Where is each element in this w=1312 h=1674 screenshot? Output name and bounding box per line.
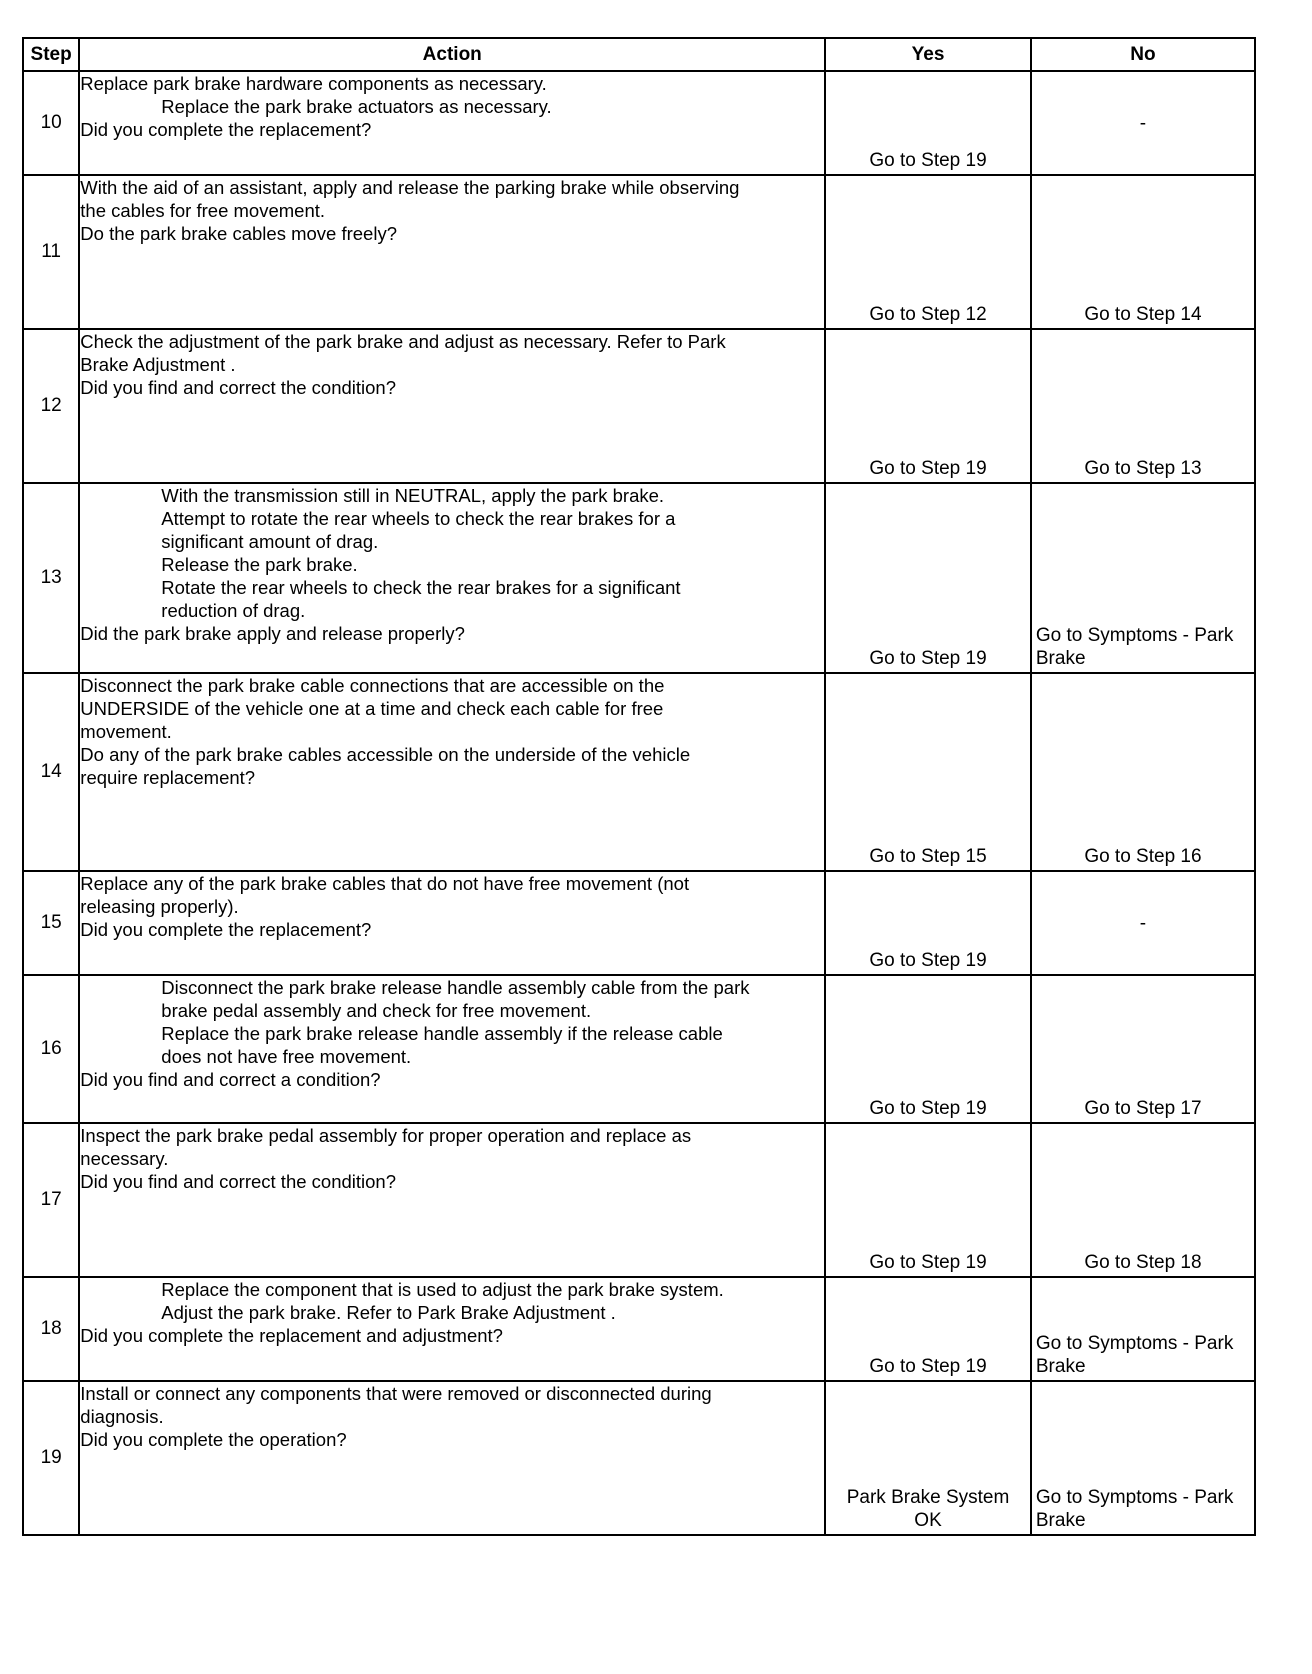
yes-link[interactable]: Go to Step 12 xyxy=(869,304,987,325)
action-question: Did you complete the operation? xyxy=(80,1429,347,1450)
no-cell xyxy=(1031,673,1255,871)
table-row xyxy=(23,175,1255,329)
no-line: Brake xyxy=(1035,648,1086,669)
no-link[interactable]: Go to Step 18 xyxy=(1084,1252,1202,1273)
yes-link[interactable]: Go to Step 19 xyxy=(869,1252,987,1273)
table-row xyxy=(23,871,1255,975)
no-link[interactable]: Go to Step 17 xyxy=(1084,1098,1202,1119)
no-cell xyxy=(1031,175,1255,329)
action-cell xyxy=(79,1381,825,1535)
yes-cell xyxy=(825,975,1031,1123)
action-line: Replace park brake hardware components as necessary. xyxy=(80,73,547,94)
header-action: Action xyxy=(79,38,825,71)
yes-link[interactable]: Go to Step 15 xyxy=(869,846,987,867)
table-row xyxy=(23,329,1255,483)
no-link[interactable] xyxy=(1036,1486,1254,1534)
action-line: Replace the park brake release handle assembly if the release cable xyxy=(161,1023,723,1044)
no-line: Go to Symptoms - Park xyxy=(1035,625,1234,646)
action-line: Disconnect the park brake cable connections that are accessible on the xyxy=(80,675,665,696)
action-cell xyxy=(79,871,825,975)
no-link[interactable]: Go to Step 14 xyxy=(1084,304,1202,325)
table-row xyxy=(23,483,1255,673)
yes-cell xyxy=(825,1277,1031,1381)
yes-link[interactable]: Go to Step 19 xyxy=(869,648,987,669)
action-line: With the aid of an assistant, apply and release the parking brake while observing xyxy=(80,177,740,198)
step-number: 10 xyxy=(23,71,79,175)
action-cell xyxy=(79,175,825,329)
action-question: Did you find and correct the condition? xyxy=(80,377,397,398)
no-cell xyxy=(1031,975,1255,1123)
no-cell xyxy=(1031,329,1255,483)
step-number: 19 xyxy=(23,1381,79,1535)
no-line: Go to Symptoms - Park xyxy=(1035,1333,1234,1354)
action-question: require replacement? xyxy=(80,767,256,788)
table-row xyxy=(23,1123,1255,1277)
action-line: Replace the component that is used to adjust the park brake system. xyxy=(161,1279,724,1300)
no-line: Brake xyxy=(1035,1356,1086,1377)
action-line: does not have free movement. xyxy=(161,1046,412,1067)
no-line: Brake xyxy=(1035,1510,1086,1531)
diagnostic-table xyxy=(22,37,1256,1536)
action-line: significant amount of drag. xyxy=(161,531,379,552)
header-row xyxy=(23,38,1255,71)
action-cell xyxy=(79,975,825,1123)
yes-line: OK xyxy=(914,1510,942,1531)
action-cell xyxy=(79,483,825,673)
step-number: 11 xyxy=(23,175,79,329)
yes-cell xyxy=(825,1123,1031,1277)
yes-link[interactable]: Go to Step 19 xyxy=(869,950,987,971)
action-line: releasing properly). xyxy=(80,896,239,917)
action-line: Check the adjustment of the park brake and adjust as necessary. Refer to Park xyxy=(80,331,726,352)
yes-line: Park Brake System xyxy=(846,1487,1010,1508)
action-question: Did you complete the replacement? xyxy=(80,919,372,940)
yes-cell xyxy=(825,871,1031,975)
yes-link[interactable]: Go to Step 19 xyxy=(869,1356,987,1377)
action-line: Adjust the park brake. Refer to Park Brake Adjustment . xyxy=(161,1302,616,1323)
action-line: Brake Adjustment . xyxy=(80,354,236,375)
action-cell xyxy=(79,329,825,483)
step-number: 14 xyxy=(23,673,79,871)
yes-link[interactable]: Go to Step 19 xyxy=(869,458,987,479)
action-line: Rotate the rear wheels to check the rear brakes for a significant xyxy=(161,577,681,598)
no-link[interactable] xyxy=(1036,1332,1254,1380)
no-link[interactable]: Go to Step 16 xyxy=(1084,846,1202,867)
yes-cell xyxy=(825,71,1031,175)
action-cell xyxy=(79,1123,825,1277)
action-line: With the transmission still in NEUTRAL, apply the park brake. xyxy=(161,485,665,506)
no-cell: - xyxy=(1031,71,1255,175)
step-number: 15 xyxy=(23,871,79,975)
action-line: Replace any of the park brake cables that do not have free movement (not xyxy=(80,873,690,894)
action-question: Did you find and correct a condition? xyxy=(80,1069,381,1090)
action-line: necessary. xyxy=(80,1148,169,1169)
action-question: Do any of the park brake cables accessible on the underside of the vehicle xyxy=(80,744,691,765)
action-question: Did you complete the replacement? xyxy=(80,119,372,140)
yes-link[interactable]: Go to Step 19 xyxy=(869,1098,987,1119)
header-yes: Yes xyxy=(825,38,1031,71)
yes-cell xyxy=(825,175,1031,329)
action-line: Inspect the park brake pedal assembly for proper operation and replace as xyxy=(80,1125,692,1146)
action-line: diagnosis. xyxy=(80,1406,164,1427)
no-cell: - xyxy=(1031,871,1255,975)
header-step: Step xyxy=(23,38,79,71)
action-line: UNDERSIDE of the vehicle one at a time and check each cable for free xyxy=(80,698,664,719)
action-line: Replace the park brake actuators as necessary. xyxy=(161,96,552,117)
table-row xyxy=(23,673,1255,871)
action-line: reduction of drag. xyxy=(161,600,306,621)
yes-cell xyxy=(825,673,1031,871)
action-line: Disconnect the park brake release handle assembly cable from the park xyxy=(161,977,750,998)
header-no: No xyxy=(1031,38,1255,71)
no-cell xyxy=(1031,1277,1255,1381)
action-question: Did you complete the replacement and adjustment? xyxy=(80,1325,503,1346)
step-number: 12 xyxy=(23,329,79,483)
table-row xyxy=(23,1381,1255,1535)
yes-cell xyxy=(825,329,1031,483)
step-number: 17 xyxy=(23,1123,79,1277)
action-question: Do the park brake cables move freely? xyxy=(80,223,397,244)
no-cell xyxy=(1031,483,1255,673)
action-line: brake pedal assembly and check for free movement. xyxy=(161,1000,592,1021)
action-question: Did the park brake apply and release properly? xyxy=(80,623,465,644)
yes-cell xyxy=(825,483,1031,673)
step-number: 18 xyxy=(23,1277,79,1381)
step-number: 13 xyxy=(23,483,79,673)
action-line: Install or connect any components that were removed or disconnected during xyxy=(80,1383,712,1404)
action-cell xyxy=(79,673,825,871)
table-row xyxy=(23,1277,1255,1381)
yes-link[interactable]: Go to Step 19 xyxy=(869,150,987,171)
table-row xyxy=(23,71,1255,175)
step-number: 16 xyxy=(23,975,79,1123)
action-line: the cables for free movement. xyxy=(80,200,326,221)
no-link[interactable]: Go to Step 13 xyxy=(1084,458,1202,479)
no-link[interactable] xyxy=(1036,624,1254,672)
action-line: movement. xyxy=(80,721,172,742)
table-row xyxy=(23,975,1255,1123)
action-cell xyxy=(79,1277,825,1381)
no-line: Go to Symptoms - Park xyxy=(1035,1487,1234,1508)
action-line: Release the park brake. xyxy=(161,554,358,575)
no-cell xyxy=(1031,1123,1255,1277)
action-question: Did you find and correct the condition? xyxy=(80,1171,397,1192)
yes-cell xyxy=(825,1381,1031,1535)
action-line: Attempt to rotate the rear wheels to check the rear brakes for a xyxy=(161,508,676,529)
action-cell xyxy=(79,71,825,175)
yes-link[interactable] xyxy=(826,1486,1030,1534)
no-cell xyxy=(1031,1381,1255,1535)
